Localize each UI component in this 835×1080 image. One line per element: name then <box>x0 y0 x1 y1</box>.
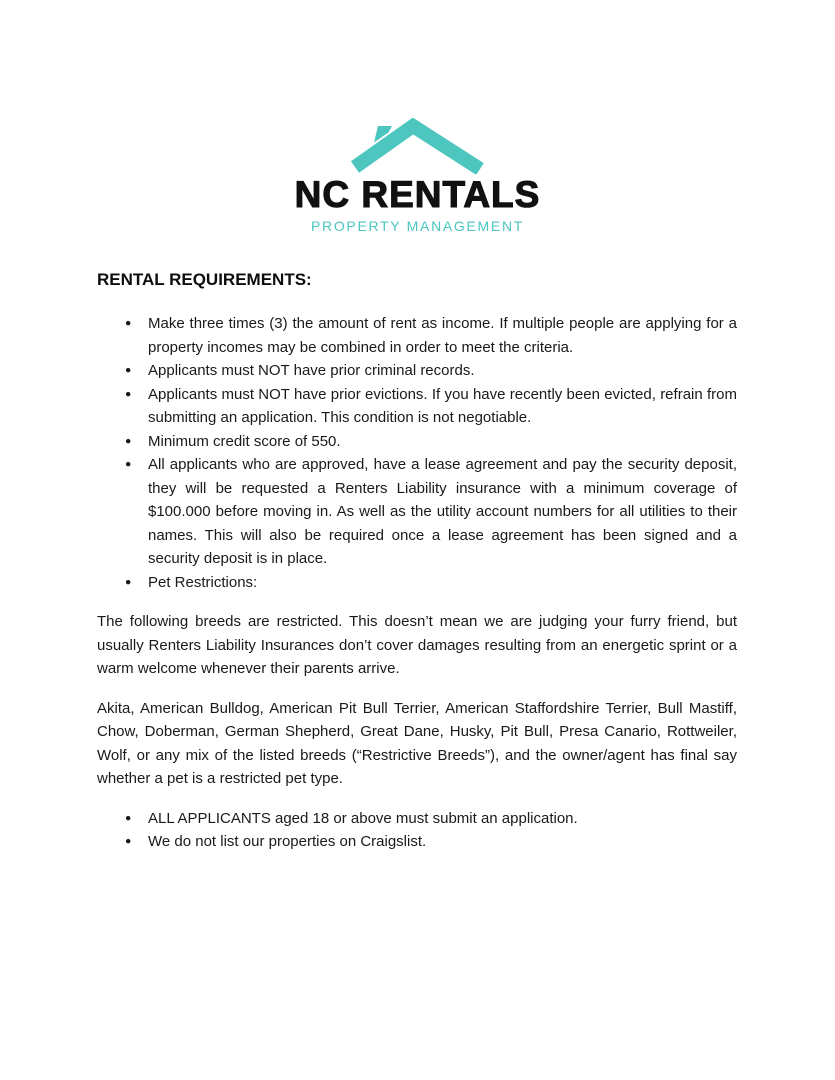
restricted-breeds-intro: The following breeds are restricted. This doesn’t mean we are judging your furry friend, but usually Renters Liability Insurances don’t cover damages resulting from an energetic sprint or a warm welcome whenever their parents arrive. <box>97 613 737 677</box>
rental-requirements-heading: RENTAL REQUIREMENTS: <box>97 270 312 289</box>
requirement-renters-insurance: ● All applicants who are approved, have a lease agreement and pay the security deposit, they will be requested a Renters Liability insurance with a minimum coverage of $100.000 before moving in. As well as the utility account numbers for all utilities to their names. This will also be required once a lease agreement has been signed and a security deposit is in place. <box>97 453 737 571</box>
requirement-criminal-records: ● Applicants must NOT have prior criminal records. <box>97 359 737 383</box>
final-notes-list <box>97 807 737 854</box>
document-body <box>0 270 835 854</box>
restricted-breeds-list: Akita, American Bulldog, American Pit Bull Terrier, American Staffordshire Terrier, Bull Mastiff, Chow, Doberman, German Shepherd, Great Dane, Husky, Pit Bull, Presa Canario, Rottweiler, Wolf, or any mix of the listed breeds (“Restrictive Breeds”), and the owner/agent has final say whether a pet is a restricted pet type. <box>97 699 737 787</box>
requirement-pet-restrictions: ● Pet Restrictions: <box>97 571 737 595</box>
requirement-evictions: ● Applicants must NOT have prior evictions. If you have recently been evicted, refrain from submitting an application. This condition is not negotiable. <box>97 383 737 430</box>
brand-tagline: PROPERTY MANAGEMENT <box>310 218 525 234</box>
requirements-list <box>97 312 737 594</box>
requirement-credit-score: ● Minimum credit score of 550. <box>97 430 737 454</box>
note-craigslist: ● We do not list our properties on Craigslist. <box>97 830 737 854</box>
house-roof-icon <box>350 118 485 174</box>
logo <box>0 0 835 234</box>
note-applicants-age: ● ALL APPLICANTS aged 18 or above must submit an application. <box>97 807 737 831</box>
requirement-income: ● Make three times (3) the amount of rent as income. If multiple people are applying for a property incomes may be combined in order to meet the criteria. <box>97 312 737 359</box>
brand-name: NC RENTALS <box>294 174 541 215</box>
